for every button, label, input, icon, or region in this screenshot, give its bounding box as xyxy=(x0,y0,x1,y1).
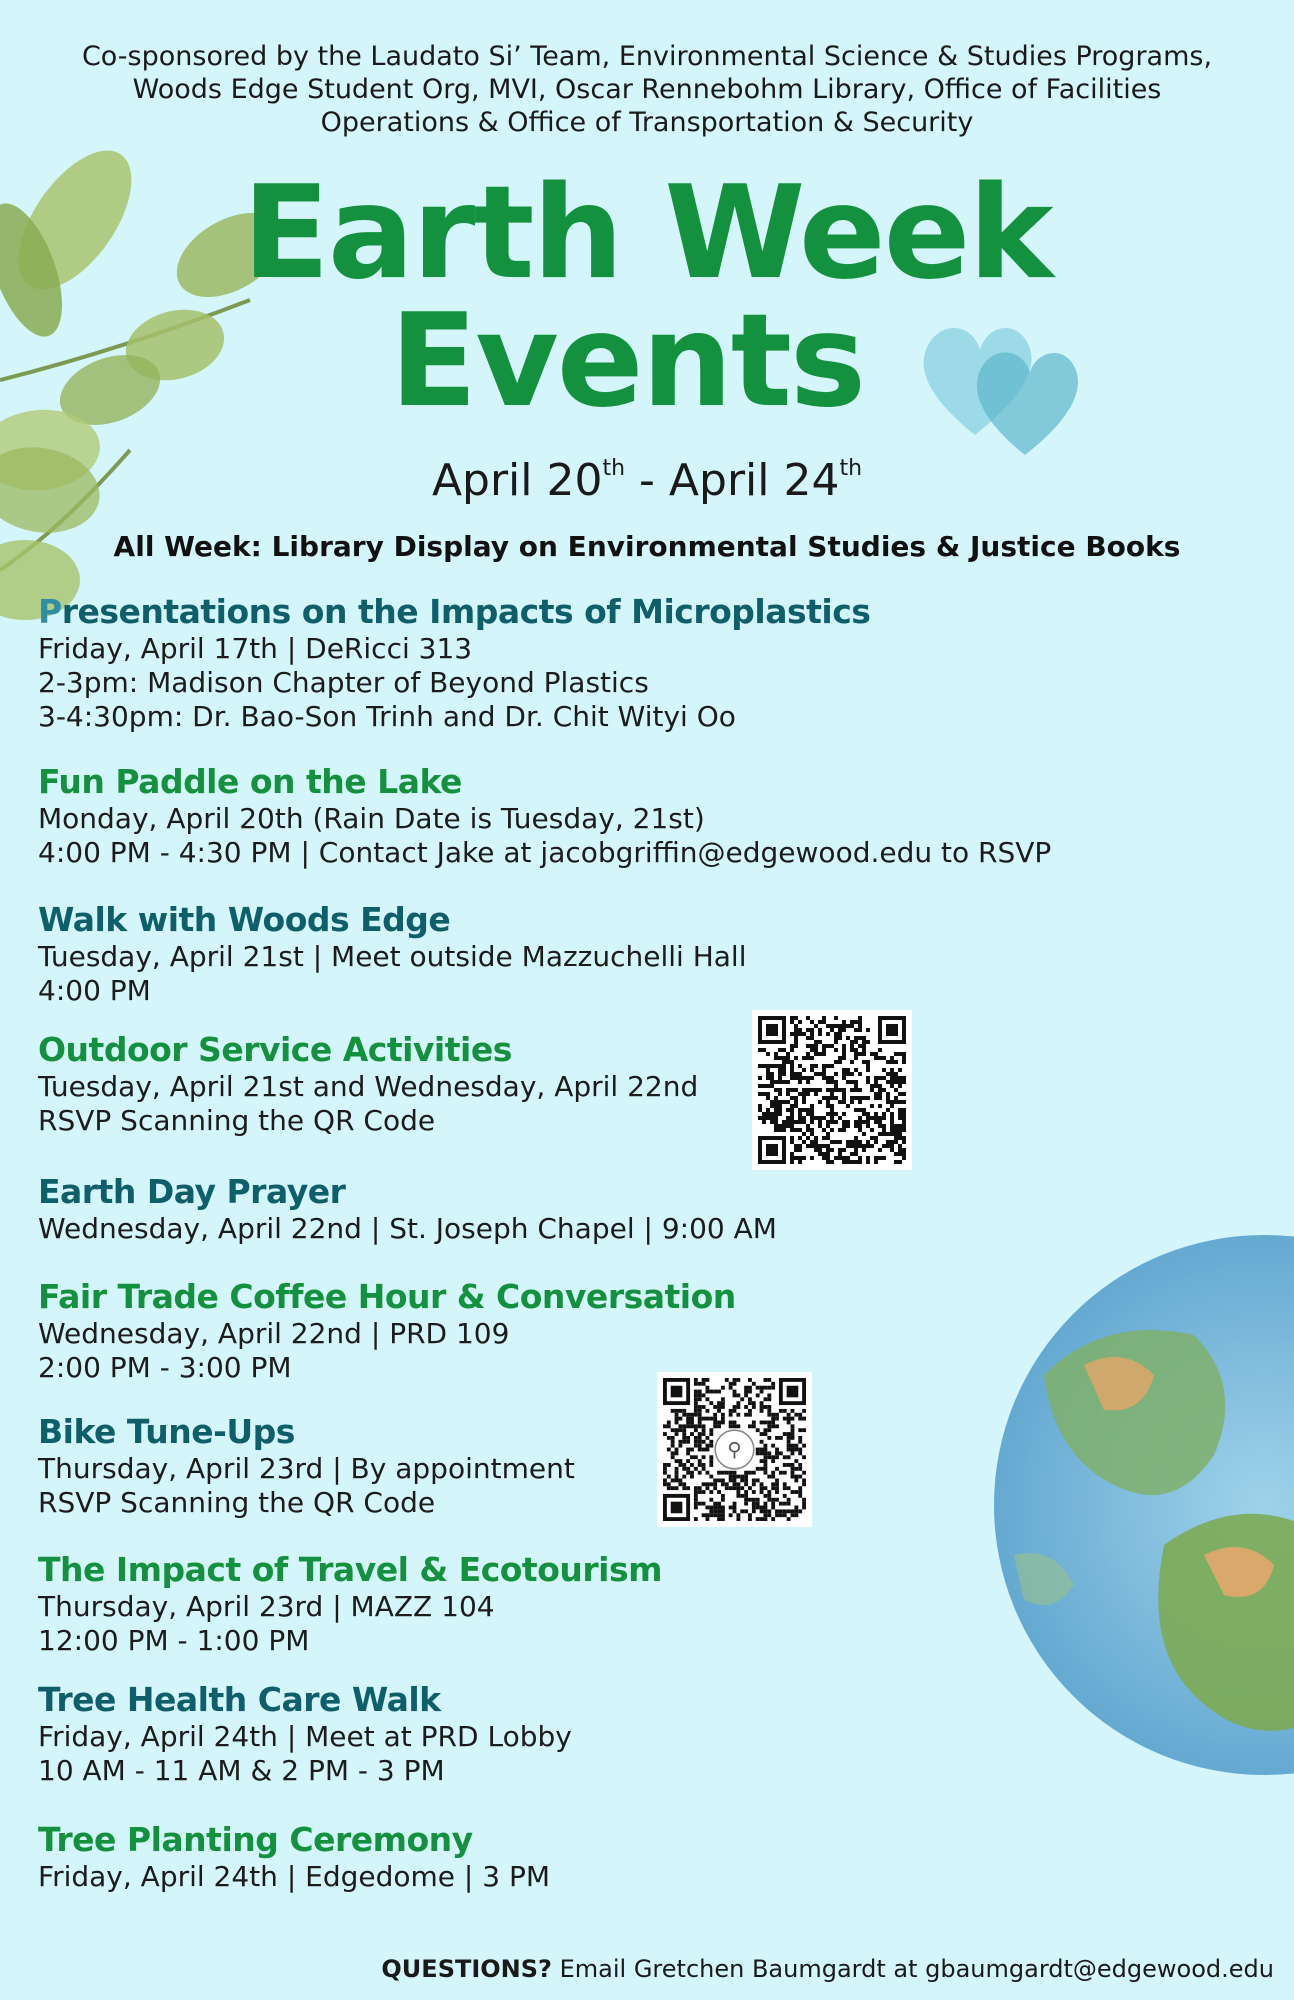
event-outdoor-service xyxy=(38,1030,1138,1138)
event-detail: 4:00 PM - 4:30 PM | Contact Jake at jacobgriffin@edgewood.edu to RSVP xyxy=(38,836,1052,869)
event-detail: Thursday, April 23rd | MAZZ 104 xyxy=(38,1590,495,1623)
date-end: April 24 xyxy=(668,455,840,506)
sponsors-text xyxy=(60,40,1234,139)
event-fun-paddle xyxy=(38,762,1138,870)
event-title: Walk with Woods Edge xyxy=(38,900,451,939)
event-title: Fun Paddle on the Lake xyxy=(38,762,462,801)
event-travel-ecotourism xyxy=(38,1550,1138,1658)
event-detail: RSVP Scanning the QR Code xyxy=(38,1486,436,1519)
event-detail: Friday, April 17th | DeRicci 313 xyxy=(38,632,473,665)
qr-code-icon xyxy=(663,1378,806,1521)
sponsors-line: Operations & Office of Transportation & Security xyxy=(320,107,974,138)
event-detail: 10 AM - 11 AM & 2 PM - 3 PM xyxy=(38,1754,445,1787)
event-title xyxy=(38,592,1138,632)
event-microplastics xyxy=(38,592,1138,734)
event-detail: 2-3pm: Madison Chapter of Beyond Plastics xyxy=(38,666,649,699)
event-detail: Tuesday, April 21st and Wednesday, April 22nd xyxy=(38,1070,699,1103)
event-detail: 4:00 PM xyxy=(38,974,151,1007)
event-title-rest: resentations on the Impacts of Microplastics xyxy=(61,592,871,631)
event-detail: 12:00 PM - 1:00 PM xyxy=(38,1624,310,1657)
event-detail: Monday, April 20th (Rain Date is Tuesday, 21st) xyxy=(38,802,705,835)
questions-contact: Email Gretchen Baumgardt at gbaumgardt@edgewood.edu xyxy=(551,1955,1274,1983)
event-title: Earth Day Prayer xyxy=(38,1172,346,1211)
qr-code-outdoor-service[interactable] xyxy=(752,1010,912,1170)
questions-label: QUESTIONS? xyxy=(381,1955,552,1983)
date-end-suffix: th xyxy=(839,456,863,481)
event-detail: Tuesday, April 21st | Meet outside Mazzuchelli Hall xyxy=(38,940,747,973)
event-bike-tune-ups xyxy=(38,1412,1138,1520)
event-tree-planting xyxy=(38,1820,1138,1894)
title-line: Events xyxy=(389,287,865,436)
event-title: Outdoor Service Activities xyxy=(38,1030,512,1069)
event-detail: Friday, April 24th | Meet at PRD Lobby xyxy=(38,1720,572,1753)
event-detail: 3-4:30pm: Dr. Bao-Son Trinh and Dr. Chit Wityi Oo xyxy=(38,700,736,733)
event-detail: RSVP Scanning the QR Code xyxy=(38,1104,436,1137)
event-detail: Wednesday, April 22nd | PRD 109 xyxy=(38,1317,510,1350)
qr-code-bike-tune-ups[interactable] xyxy=(657,1372,812,1527)
event-earth-day-prayer xyxy=(38,1172,1138,1246)
event-detail: Thursday, April 23rd | By appointment xyxy=(38,1452,575,1485)
event-title: Fair Trade Coffee Hour & Conversation xyxy=(38,1277,736,1316)
event-detail: Wednesday, April 22nd | St. Joseph Chapel | 9:00 AM xyxy=(38,1212,777,1245)
page-title xyxy=(0,159,1294,436)
qr-code-icon xyxy=(758,1016,906,1164)
date-start-suffix: th xyxy=(602,456,626,481)
event-title-initial: P xyxy=(38,592,62,631)
event-walk-woods-edge xyxy=(38,900,1138,1008)
event-title: Bike Tune-Ups xyxy=(38,1412,295,1451)
event-detail: Friday, April 24th | Edgedome | 3 PM xyxy=(38,1860,551,1893)
event-detail: 2:00 PM - 3:00 PM xyxy=(38,1351,292,1384)
event-title: Tree Health Care Walk xyxy=(38,1680,441,1719)
sponsors-line: Co-sponsored by the Laudato Si’ Team, Environmental Science & Studies Programs, xyxy=(81,41,1213,72)
event-title: Tree Planting Ceremony xyxy=(38,1820,473,1859)
event-dates xyxy=(0,455,1294,506)
title-line: Earth Week xyxy=(242,159,1052,308)
all-week-banner: All Week: Library Display on Environmental Studies & Justice Books xyxy=(113,530,1181,563)
svg-text:⚲: ⚲ xyxy=(727,1438,742,1462)
date-separator: - xyxy=(625,455,669,506)
sponsors-line: Woods Edge Student Org, MVI, Oscar Rennebohm Library, Office of Facilities xyxy=(132,74,1162,105)
date-start: April 20 xyxy=(431,455,603,506)
questions-footer xyxy=(381,1955,1274,1983)
event-tree-health-walk xyxy=(38,1680,1138,1788)
event-fair-trade-coffee xyxy=(38,1277,1138,1385)
event-title: The Impact of Travel & Ecotourism xyxy=(38,1550,662,1589)
